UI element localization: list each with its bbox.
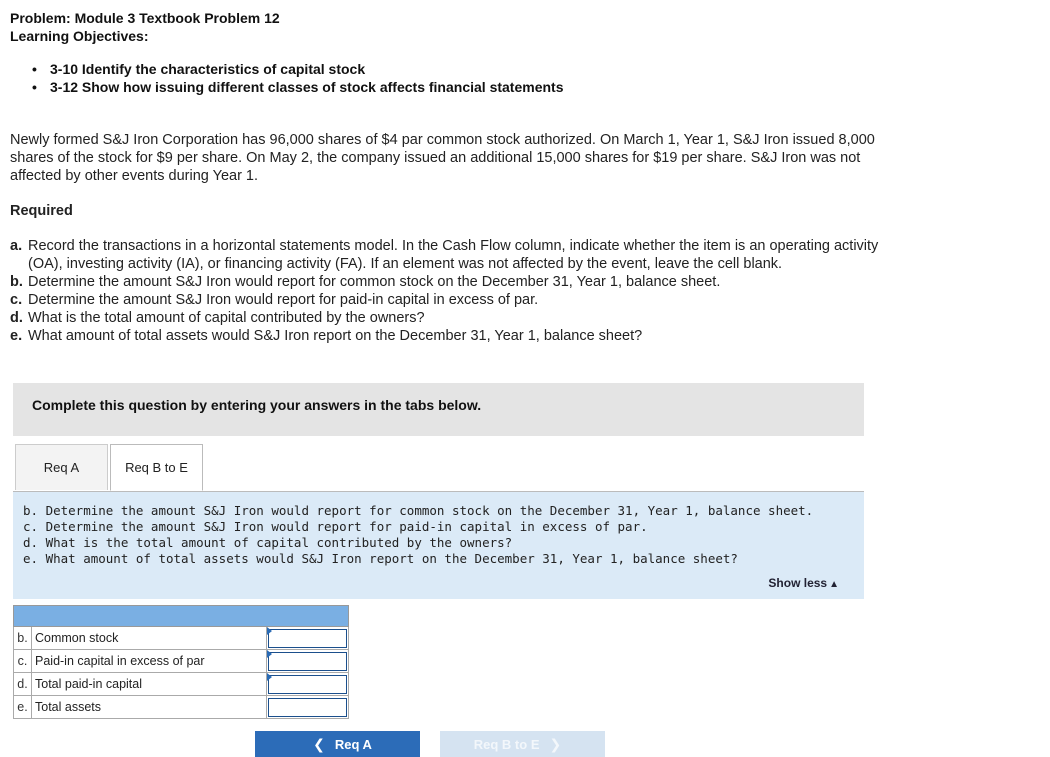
row-letter: e. — [14, 696, 32, 718]
answer-table — [13, 605, 349, 719]
panel-line: c. Determine the amount S&J Iron would report for paid-in capital in excess of par. — [23, 519, 648, 534]
objective-item: • 3-12 Show how issuing different classes of stock affects financial statements — [30, 78, 563, 96]
panel-line: d. What is the total amount of capital contributed by the owners? — [23, 535, 513, 550]
required-text: Determine the amount S&J Iron would report for common stock on the December 31, Year 1, balance sheet. — [28, 274, 721, 290]
problem-intro — [10, 131, 950, 185]
answer-table-header — [13, 605, 349, 627]
intro-line: Newly formed S&J Iron Corporation has 96,000 shares of $4 par common stock authorized. On March 1, Year 1, S&J Iron issued 8,000 — [10, 132, 875, 148]
required-letter: b. — [10, 274, 23, 290]
input-marker-icon — [267, 673, 272, 681]
required-item — [10, 291, 910, 309]
tab-req-a[interactable]: Req A — [15, 444, 108, 490]
panel-line: b. Determine the amount S&J Iron would report for common stock on the December 31, Year 1, balance sheet. — [23, 503, 814, 518]
tab-bar — [13, 444, 864, 492]
row-letter: c. — [14, 650, 32, 672]
required-text: Determine the amount S&J Iron would report for paid-in capital in excess of par. — [28, 292, 539, 308]
required-letter: e. — [10, 328, 23, 344]
objectives-list — [30, 60, 563, 96]
input-cell — [267, 673, 348, 695]
common-stock-input[interactable] — [268, 629, 347, 648]
prev-req-a-button[interactable] — [255, 731, 420, 757]
show-less-link[interactable] — [768, 576, 839, 590]
required-letter: d. — [10, 310, 23, 326]
row-letter: b. — [14, 627, 32, 649]
intro-line: affected by other events during Year 1. — [10, 168, 259, 184]
paid-in-capital-excess-input[interactable] — [268, 652, 347, 671]
input-marker-icon — [267, 627, 272, 635]
input-cell — [267, 650, 348, 672]
required-list — [10, 237, 910, 345]
total-paid-in-capital-input[interactable] — [268, 675, 347, 694]
chevron-left-icon: ❮ — [313, 735, 325, 752]
required-text: What amount of total assets would S&J Iron report on the December 31, Year 1, balance sheet? — [28, 328, 643, 344]
prev-button-label: Req A — [334, 736, 372, 752]
required-item — [10, 273, 910, 291]
banner-text: Complete this question by entering your answers in the tabs below. — [32, 397, 482, 413]
required-text: What is the total amount of capital contributed by the owners? — [28, 310, 425, 326]
chevron-right-icon: ❯ — [549, 735, 562, 752]
input-cell — [267, 627, 348, 649]
problem-header — [10, 9, 280, 45]
required-heading: Required — [10, 203, 73, 219]
row-label: Common stock — [32, 627, 267, 649]
problem-title: Problem: Module 3 Textbook Problem 12 — [10, 10, 280, 26]
input-cell — [267, 696, 348, 718]
row-label: Total paid-in capital — [32, 673, 267, 695]
required-text: Record the transactions in a horizontal statements model. In the Cash Flow column, indicate whether the item is an operating activity (OA), investing activity (IA), or financing activity (FA). If an element was not affected by the event, leave the cell blank. — [28, 238, 879, 272]
triangle-up-icon: ▲ — [829, 579, 839, 590]
required-item — [10, 237, 910, 273]
table-row — [13, 627, 349, 650]
total-assets-input[interactable] — [268, 698, 347, 717]
next-req-b-to-e-button[interactable] — [440, 731, 605, 757]
required-item — [10, 327, 910, 345]
objectives-title: Learning Objectives: — [10, 28, 149, 44]
objective-item: • 3-10 Identify the characteristics of capital stock — [30, 60, 563, 78]
required-letter: c. — [10, 292, 23, 308]
show-less-label: Show less — [768, 576, 828, 590]
table-row — [13, 673, 349, 696]
table-row — [13, 650, 349, 673]
required-item — [10, 309, 910, 327]
next-button-label: Req B to E — [473, 736, 540, 752]
row-label: Paid-in capital in excess of par — [32, 650, 267, 672]
question-panel — [13, 492, 864, 599]
instruction-banner — [13, 383, 864, 436]
row-label: Total assets — [32, 696, 267, 718]
required-letter: a. — [10, 238, 23, 254]
input-marker-icon — [267, 650, 272, 658]
panel-line: e. What amount of total assets would S&J Iron report on the December 31, Year 1, balance sheet? — [23, 551, 738, 566]
row-letter: d. — [14, 673, 32, 695]
intro-line: shares of the stock for $9 per share. On May 2, the company issued an additional 15,000 shares for $19 per share. S&J Iron was not — [10, 150, 861, 166]
tab-req-b-to-e[interactable]: Req B to E — [110, 444, 203, 491]
table-row — [13, 696, 349, 719]
